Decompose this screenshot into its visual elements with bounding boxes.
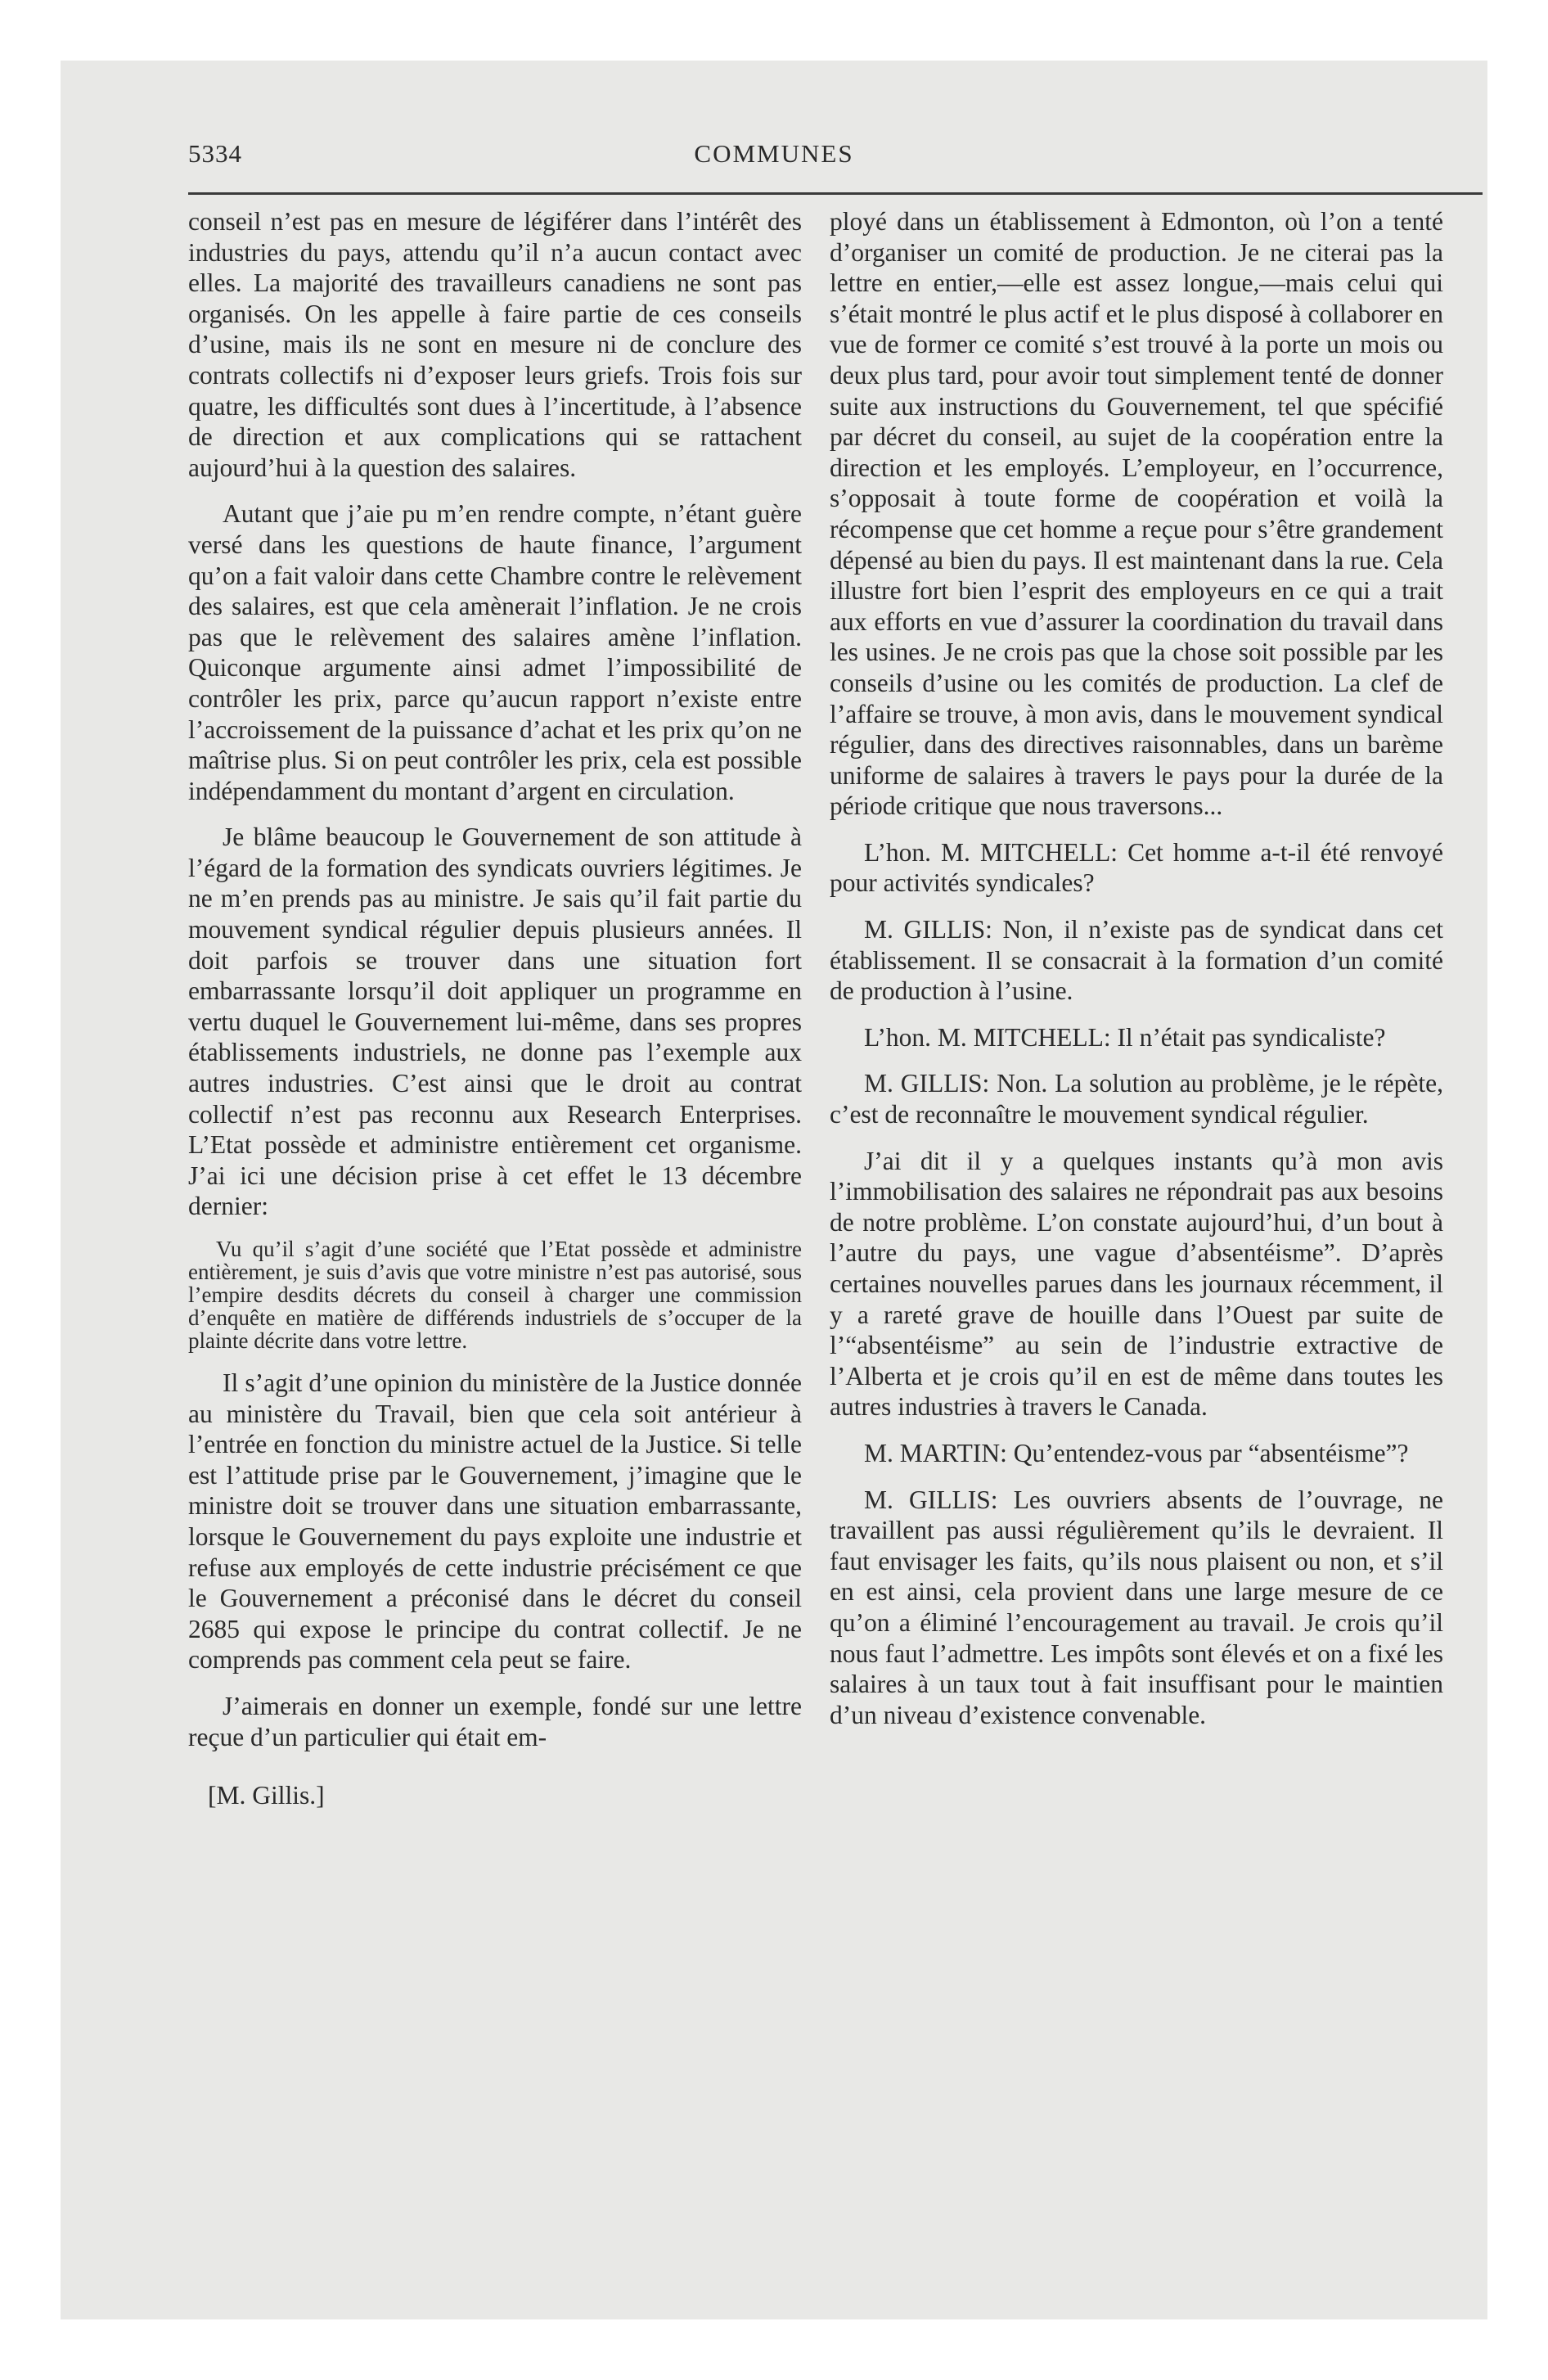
paragraph: M. GILLIS: Non. La solution au problème, je le répète, c’est de reconnaître le mouvement syndical régulier.	[830, 1069, 1443, 1129]
left-column	[188, 206, 802, 1827]
running-head: COMMUNES	[694, 139, 854, 168]
paragraph: L’hon. M. MITCHELL: Il n’était pas syndicaliste?	[864, 1022, 1386, 1052]
paragraph: conseil n’est pas en mesure de légiférer dans l’intérêt des industries du pays, attendu qu’il n’a aucun contact avec elles. La majorité des travailleurs canadiens ne sont pas organisés. On les appelle à faire partie de ces conseils d’usine, mais ils ne sont en mesure ni de conclure des contrats collectifs ni d’exposer leurs griefs. Trois fois sur quatre, les difficultés sont dues à l’incertitude, à l’absence de direction et aux complications qui se rattachent aujourd’hui à la question des salaires.	[188, 207, 802, 482]
paragraph: M. GILLIS: Les ouvriers absents de l’ouvrage, ne travaillent pas aussi régulièrement qu’ils le devraient. Il faut envisager les faits, qu’ils nous plaisent ou non, et s’il en est ainsi, cela provient dans une large mesure de ce qu’on a éliminé l’encouragement au travail. Je crois qu’il nous faut l’admettre. Les impôts sont élevés et on a fixé les salaires à un taux tout à fait insuffisant pour le maintien d’un niveau d’existence convenable.	[830, 1485, 1443, 1729]
paragraph: M. GILLIS: Non, il n’existe pas de syndicat dans cet établissement. Il se consacrait à la formation d’un comité de production à l’usine.	[830, 915, 1443, 1006]
paragraph: M. MARTIN: Qu’entendez-vous par “absentéisme”?	[864, 1438, 1409, 1467]
paragraph: ployé dans un établissement à Edmonton, où l’on a tenté d’organiser un comité de production. Je ne citerai pas la lettre en entier,—elle est assez longue,—mais celui qui s’était montré le plus actif et le plus disposé à collaborer en vue de former ce comité s’est trouvé à la porte un mois ou deux plus tard, pour avoir tout simplement tenté de donner suite aux instructions du Gouvernement, tel que spécifié par décret du conseil, au sujet de la coopération entre la direction et les employés. L’employeur, en l’occurrence, s’opposait à toute forme de coopération et voilà la récompense que cet homme a reçue pour s’être grandement dépensé au bien du pays. Il est maintenant dans la rue. Cela illustre fort bien l’esprit des employeurs en ce qui a trait aux efforts en vue d’assurer la coordination du travail dans les usines. Je ne crois pas que la chose soit possible par les conseils d’usine ou les comités de production. La clef de l’affaire se trouve, à mon avis, dans le mouvement syndical régulier, dans des directives raisonnables, dans un barème uniforme de salaires à travers le pays pour la durée de la période critique que nous traversons...	[830, 207, 1443, 821]
header-rule	[188, 192, 1483, 195]
right-column	[830, 206, 1443, 1746]
paragraph: L’hon. M. MITCHELL: Cet homme a-t-il été renvoyé pour activités syndicales?	[830, 837, 1443, 898]
paragraph: J’ai dit il y a quelques instants qu’à mon avis l’immobilisation des salaires ne répondrait pas aux besoins de notre problème. L’on constate aujourd’hui, d’un bout à l’autre du pays, une vague d’absentéisme”. D’après certaines nouvelles parues dans les journaux récemment, il y a rareté grave de houille dans l’Ouest par suite de l’“absentéisme” au sein de l’industrie extractive de l’Alberta et je crois qu’il en est de même dans toutes les autres industries à travers le Canada.	[830, 1146, 1443, 1422]
paragraph: Autant que j’aie pu m’en rendre compte, n’étant guère versé dans les questions de haute finance, l’argument qu’on a fait valoir dans cette Chambre contre le relèvement des salaires, est que cela amènerait l’inflation. Je ne crois pas que le relèvement des salaires amène l’inflation. Quiconque argumente ainsi admet l’impossibilité de contrôler les prix, parce qu’aucun rapport n’existe entre l’accroissement de la puissance d’achat et les prix qu’on ne maîtrise plus. Si on peut contrôler les prix, cela est possible indépendamment du montant d’argent en circulation.	[188, 499, 802, 805]
paragraph: Il s’agit d’une opinion du ministère de la Justice donnée au ministère du Travail, bien que cela soit antérieur à l’entrée en fonction du ministre actuel de la Justice. Si telle est l’attitude prise par le Gouvernement, j’imagine que le ministre doit se trouver dans une situation embarrassante, lorsque le Gouvernement du pays exploite une industrie et refuse aux employés de cette industrie précisément ce que le Gouvernement a préconisé dans le décret du conseil 2685 qui expose le principe du contrat collectif. Je ne comprends pas comment cela peut se faire.	[188, 1368, 802, 1675]
page-number: 5334	[188, 139, 242, 168]
paragraph: Je blâme beaucoup le Gouvernement de son attitude à l’égard de la formation des syndicats ouvriers légitimes. Je ne m’en prends pas au ministre. Je sais qu’il fait partie du mouvement syndical régulier depuis plusieurs années. Il doit parfois se trouver dans une situation fort embarrassante lorsqu’il doit appliquer un programme en vertu duquel le Gouvernement lui-même, dans ses propres établissements industriels, ne donne pas l’exemple aux autres industries. C’est ainsi que le droit au contrat collectif n’est pas reconnu aux Research Enterprises. L’Etat possède et administre entièrement cet organisme. J’ai ici une décision prise à cet effet le 13 décembre dernier:	[188, 823, 802, 1221]
speaker-signature: [M. Gillis.]	[208, 1781, 325, 1810]
block-quote: Vu qu’il s’agit d’une société que l’Etat possède et administre entièrement, je suis d’avis que votre ministre n’est pas autorisé, sous l’empire desdits décrets du conseil à charger une commission d’enquête en matière de différends industriels de s’occuper de la plainte décrite dans votre lettre.	[188, 1237, 802, 1353]
paragraph: J’aimerais en donner un exemple, fondé sur une lettre reçue d’un particulier qui était em-	[188, 1691, 802, 1751]
page-header	[128, 139, 1420, 188]
